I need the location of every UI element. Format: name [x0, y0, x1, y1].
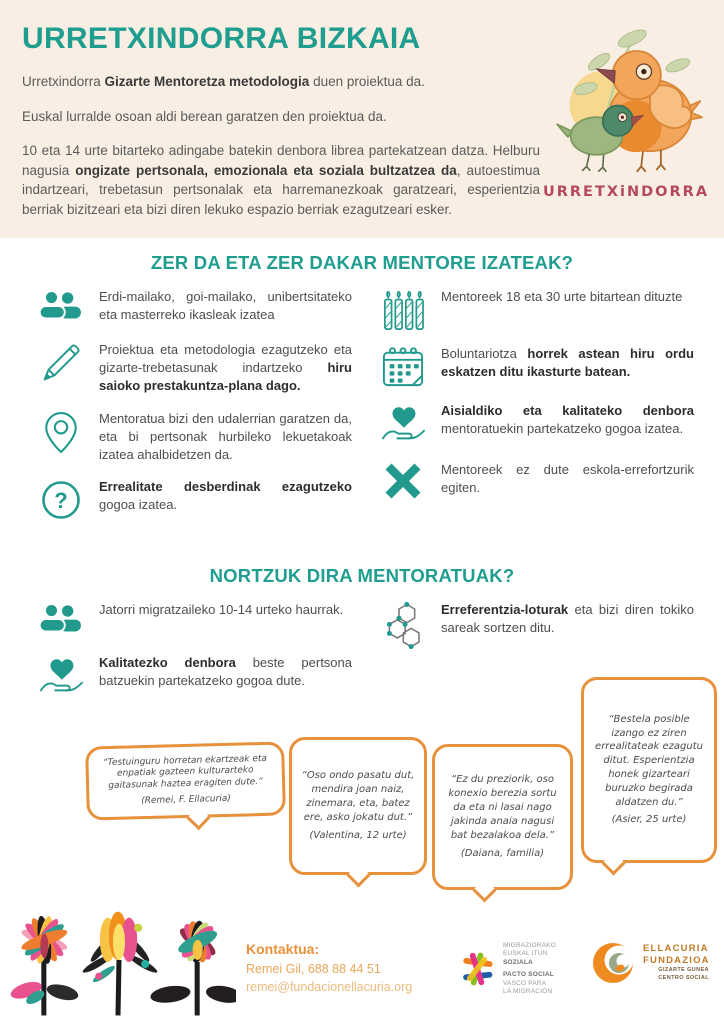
list-item — [38, 478, 352, 521]
item-text: Mentoreek ez dute eskola-errefortzurik egiten. — [441, 462, 694, 496]
intro-text: 10 eta 14 urte bitarteko adingabe batekin denbora librea partekatzean datza. Helburu nagusia — [22, 143, 540, 178]
item-text: beste pertsona batzuekin partekatzeko gogoa dute. — [99, 655, 352, 689]
mentore-left-column — [38, 288, 352, 535]
list-item — [380, 288, 694, 331]
item-text: Proiektua eta metodologia ezagutzeko eta gizarte-trebetasunak indartzeko — [99, 342, 352, 376]
heart-hand-icon — [38, 654, 84, 699]
question-icon — [38, 478, 84, 521]
bubble-tail — [472, 878, 496, 902]
item-bold: Erreferentzia-loturak — [441, 602, 569, 618]
testimonial-bubble — [432, 744, 573, 890]
bubble-tail — [347, 863, 371, 887]
item-bold: Aisialdiko eta kalitateko denbora — [441, 403, 694, 418]
testimonial-quote: “Testuinguru horretan ekartzeak eta enpatiak gazteen kulturarteko gaitasunak haztea eragiten dute.” — [102, 753, 268, 792]
list-item — [380, 461, 694, 500]
list-item — [380, 402, 694, 447]
ellacuria-sub: CENTRO SOCIAL — [658, 974, 709, 981]
intro-text: , autoestimua indartzeari, trebetasun pertsonalak eta harremanezkoak garatzeari, esperientzia berriak bizitzeari eta bizi diren lekuko espazio berriak ezagutzeari esker. — [22, 162, 541, 217]
intro-bold: Gizarte Mentoretza metodologia — [104, 74, 310, 89]
testimonial-attribution: (Valentina, 12 urte) — [309, 830, 407, 841]
list-item — [38, 288, 352, 327]
mentoratu-left-column — [38, 601, 352, 713]
ellacuria-sub: GIZARTE GUNEA — [658, 967, 709, 974]
section-heading-mentore: ZER DA ETA ZER DAKAR MENTORE IZATEAK? — [150, 252, 574, 273]
item-bold: Errealitate desberdinak ezagutzeko — [99, 479, 352, 495]
testimonial-attribution: (Asier, 25 urte) — [611, 814, 687, 826]
contact-name-phone: Remei Gil, 688 88 44 51 — [246, 962, 381, 976]
section-heading-mentoratu: NORTZUK DIRA MENTORATUAK? — [209, 565, 515, 587]
intro-paragraph-2: Euskal lurralde osoan aldi berean garatzen den proiektua da. — [22, 108, 387, 124]
item-text: Erdi-mailako, goi-mailako, unibertsitateko eta masterreko ikasleak izatea — [99, 289, 352, 323]
item-text: Mentoratua bizi den udalerrian garatzen da, eta bi pertsonak hurbileko lekuetakoak izatea ahalbidetzen da. — [99, 410, 352, 462]
ellacuria-mark-icon — [592, 936, 638, 990]
pacto-line: MIGRAZIORAKO — [503, 942, 556, 949]
contact-label: Kontaktua: — [246, 941, 320, 957]
contact-block — [246, 941, 412, 994]
ellacuria-text — [643, 943, 710, 982]
testimonial-quote: “Ez du preziorik, oso konexio berezia sortu da eta ni lasai nago jakinda anaia nagusi bat bezalakoa dela.” — [448, 774, 557, 841]
people-icon — [38, 288, 84, 327]
item-text: Jatorri migratzaileko 10-14 urteko haurrak. — [99, 602, 344, 618]
intro-text: Urretxindorra — [22, 74, 105, 89]
calendar-icon — [380, 345, 426, 388]
hero-section — [0, 0, 724, 238]
testimonial-attribution: (Remei, F. Ellacuria) — [141, 793, 231, 806]
testimonial-attribution: (Daiana, familia) — [460, 848, 545, 859]
logo-wordmark: URRETXiNDORRA — [542, 184, 710, 200]
item-bold: hiru saioko prestakuntza-plana dago. — [99, 360, 352, 394]
heart-hand-icon — [380, 402, 426, 447]
svg-text:?: ? — [54, 488, 68, 514]
testimonial-bubble — [289, 737, 427, 875]
ellacuria-name: ELLACURIA — [643, 943, 709, 955]
item-text: Boluntariotza — [441, 346, 528, 361]
bubble-tail — [187, 806, 211, 830]
pacto-social-text — [503, 942, 556, 997]
testimonial-quote: “Bestela posible izango ez ziren errealitateak ezagutu ditut. Esperientzia honek gizarteari buruzko begirada aldatzen du.” — [595, 713, 703, 808]
pacto-line: LA MIGRACIÓN — [503, 988, 553, 996]
item-text: gogoa izatea. — [99, 497, 178, 513]
item-bold: Kalitatezko denbora — [99, 655, 236, 671]
pencil-icon — [38, 341, 84, 384]
bubble-tail — [601, 851, 625, 875]
candles-icon — [380, 288, 426, 331]
intro-paragraph-1 — [22, 72, 540, 92]
pacto-social-logo — [458, 942, 556, 997]
molecule-icon — [380, 601, 426, 650]
ellacuria-name: FUNDAZIOA — [643, 955, 710, 967]
item-text: Mentoreek 18 eta 30 urte bitartean dituzte — [441, 289, 683, 304]
list-item — [38, 601, 352, 640]
testimonial-bubble — [85, 741, 286, 820]
pacto-line: PACTO SOCIAL — [503, 971, 554, 979]
pacto-line: EUSKAL ITUN — [503, 950, 548, 958]
list-item — [38, 654, 352, 699]
testimonial-quote: “Oso ondo pasatu dut, mendira joan naiz, zinemara, eta, batez ere, asko jokatu dut.” — [301, 770, 415, 823]
contact-email-link[interactable]: remei@fundacionellacuria.org — [246, 980, 413, 994]
list-item — [380, 601, 694, 650]
people-icon — [38, 601, 84, 640]
page-title: URRETXINDORRA BIZKAIA — [22, 22, 421, 55]
x-icon — [380, 461, 426, 500]
mentore-right-column — [380, 288, 694, 535]
pacto-line: VASCO PARA — [503, 979, 547, 987]
intro-text: duen proiektua da. — [309, 74, 425, 89]
item-text: mentoratuekin partekatzeko gogoa izatea. — [441, 421, 684, 437]
item-text: eta bizi diren tokiko sareak sortzen ditu. — [441, 602, 694, 636]
birds-illustration — [544, 26, 708, 178]
testimonial-bubble — [581, 677, 717, 863]
ellacuria-logo — [592, 936, 710, 990]
intro-paragraph-3 — [22, 141, 540, 219]
list-item — [380, 345, 694, 388]
flowers-illustration — [4, 901, 236, 1024]
intro-bold: ongizate pertsonala, emozionala eta soziala bultzatzea da — [75, 162, 457, 178]
item-bold: horrek astean hiru ordu eskatzen ditu ikasturte batean. — [441, 346, 694, 380]
urretxindorra-logo — [538, 26, 714, 200]
list-item — [38, 341, 352, 396]
pin-icon — [38, 410, 84, 455]
pacto-line: SOZIALA — [503, 958, 533, 966]
pacto-social-mark-icon — [458, 948, 496, 990]
mentore-columns — [0, 288, 724, 535]
list-item — [38, 410, 352, 465]
